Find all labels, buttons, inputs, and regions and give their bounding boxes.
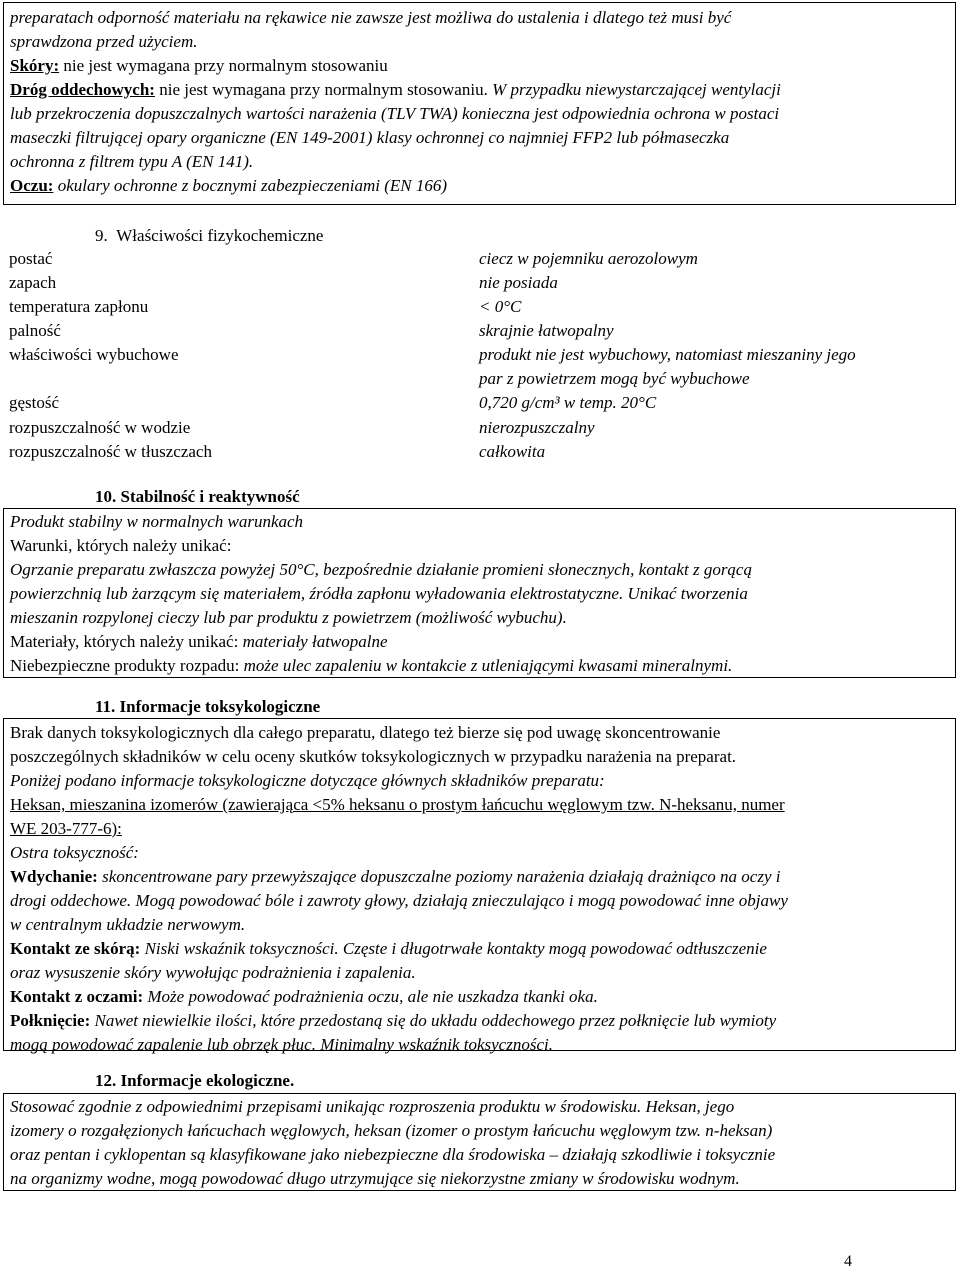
property-value: 0,720 g/cm³ w temp. 20°C [479, 393, 657, 412]
section10-heading: 10. Stabilność i reaktywność [95, 487, 300, 506]
property-value: produkt nie jest wybuchowy, natomiast mieszaniny jego [479, 345, 856, 364]
conditions-text: mieszanin rozpylonej cieczy lub par produktu z powietrzem (możliwość wybuchu). [10, 608, 567, 627]
respiratory-text: nie jest wymagana przy normalnym stosowaniu. [154, 80, 488, 99]
decomposition-label: Niebezpieczne produkty rozpadu: [10, 656, 240, 675]
property-label: rozpuszczalność w tłuszczach [9, 442, 212, 461]
property-label: zapach [9, 273, 57, 292]
skin-text: nie jest wymagana przy normalnym stosowaniu [59, 56, 388, 75]
component-line: Heksan, mieszanina izomerów (zawierająca <5% heksanu o prostym łańcuchu węglowym tzw. N-heksanu, numer [10, 795, 785, 814]
section10-box [3, 508, 956, 678]
materials-label: Materiały, których należy unikać: [10, 632, 239, 651]
toxicology-intro-line: Brak danych toksykologicznych dla całego preparatu, dlatego też bierze się pod uwagę skoncentrowanie [10, 723, 721, 742]
property-label: gęstość [9, 393, 60, 412]
page-number: 4 [844, 1253, 852, 1270]
ecology-line: Stosować zgodnie z odpowiednimi przepisami unikając rozproszenia produktu w środowisku. Heksan, jego [10, 1097, 735, 1116]
swallowing-label: Połknięcie: [10, 1011, 91, 1030]
ecology-line: oraz pentan i cyklopentan są klasyfikowane jako niebezpieczne dla środowiska – działają szkodliwie i toksycznie [10, 1145, 776, 1164]
toxicology-intro-line: poszczególnych składników w celu oceny skutków toksykologicznych w przypadku narażenia na preparat. [10, 747, 737, 766]
conditions-label: Warunki, których należy unikać: [10, 536, 232, 555]
property-value: skrajnie łatwopalny [479, 321, 614, 340]
property-label: postać [9, 249, 53, 268]
section9-heading [95, 224, 323, 248]
property-value: par z powietrzem mogą być wybuchowe [479, 369, 750, 388]
skin-contact-text: oraz wysuszenie skóry wywołując podrażnienia i zapalenia. [10, 963, 416, 982]
property-label: palność [9, 321, 61, 340]
decomposition-value: może ulec zapaleniu w kontakcie z utleniającymi kwasami mineralnymi. [239, 656, 733, 675]
property-label: właściwości wybuchowe [9, 345, 179, 364]
swallowing-text: mogą powodować zapalenie lub obrzęk płuc. Minimalny wskaźnik toksyczności. [10, 1035, 553, 1054]
ecology-line: na organizmy wodne, mogą powodować długo utrzymujące się niekorzystne zmiany w środowisku wodnym. [10, 1169, 740, 1188]
respiratory-text-line: maseczki filtrującej opary organiczne (EN 149-2001) klasy ochronnej co najmniej FFP2 lub półmaseczka [10, 128, 730, 147]
property-label: temperatura zapłonu [9, 297, 149, 316]
conditions-text: Ogrzanie preparatu zwłaszcza powyżej 50°C, bezpośrednie działanie promieni słonecznych, kontakt z gorącą [10, 560, 752, 579]
section11-box [3, 718, 956, 1054]
respiratory-text-italic: W przypadku niewystarczającej wentylacji [487, 80, 781, 99]
respiratory-text-line: lub przekroczenia dopuszczalnych wartości narażenia (TLV TWA) konieczna jest odpowiednia ochrona w postaci [10, 104, 780, 123]
ecology-line: izomery o rozgałęzionych łańcuchach węglowych, heksan (izomer o prostym łańcuchu węglowym tzw. n-heksan) [10, 1121, 773, 1140]
respiratory-text-line: ochronna z filtrem typu A (EN 141). [10, 152, 254, 171]
inhalation-label: Wdychanie: [10, 867, 98, 886]
conditions-text: powierzchnią lub żarzącym się materiałem, źródła zapłonu wyładowania elektrostatyczne. Unikać tworzenia [10, 584, 748, 603]
eye-contact-label: Kontakt z oczami: [10, 987, 144, 1006]
section8-text-line: sprawdzona przed użyciem. [10, 32, 198, 51]
component-line: WE 203-777-6): [10, 819, 122, 838]
eyes-label: Oczu: [10, 176, 54, 195]
skin-contact-text: Niski wskaźnik toksyczności. Częste i długotrwałe kontakty mogą powodować odtłuszczenie [140, 939, 767, 958]
property-value: ciecz w pojemniku aerozolowym [479, 249, 698, 268]
inhalation-text: drogi oddechowe. Mogą powodować bóle i zawroty głowy, działają znieczulająco i mogą powodować inne objawy [10, 891, 788, 910]
swallowing-text: Nawet niewielkie ilości, które przedostaną się do układu oddechowego przez połknięcie lub wymioty [90, 1011, 777, 1030]
skin-label: Skóry: [10, 56, 60, 75]
acute-toxicity-label: Ostra toksyczność: [10, 843, 139, 862]
section12-heading: 12. Informacje ekologiczne. [95, 1071, 295, 1090]
toxicology-intro-line: Poniżej podano informacje toksykologiczne dotyczące głównych składników preparatu: [10, 771, 605, 790]
stability-line: Produkt stabilny w normalnych warunkach [10, 512, 304, 531]
respiratory-label: Dróg oddechowych: [10, 80, 155, 99]
inhalation-text: w centralnym układzie nerwowym. [10, 915, 246, 934]
eyes-text: okulary ochronne z bocznymi zabezpieczeniami (EN 166) [53, 176, 448, 195]
section9-number: 9. [95, 226, 108, 245]
skin-contact-label: Kontakt ze skórą: [10, 939, 141, 958]
property-value: całkowita [479, 442, 546, 461]
property-value: < 0°C [479, 297, 522, 316]
property-value: nierozpuszczalny [479, 418, 595, 437]
materials-value: materiały łatwopalne [238, 632, 388, 651]
section8-text-line: preparatach odporność materiału na rękawice nie zawsze jest możliwa do ustalenia i dlatego też musi być [10, 8, 732, 27]
section9-title: Właściwości fizykochemiczne [116, 226, 324, 245]
section11-heading: 11. Informacje toksykologiczne [95, 697, 321, 716]
section8-box [3, 2, 956, 205]
property-label: rozpuszczalność w wodzie [9, 418, 191, 437]
inhalation-text: skoncentrowane pary przewyższające dopuszczalne poziomy narażenia działają drażniąco na oczy i [97, 867, 781, 886]
section12-box [3, 1093, 956, 1191]
property-value: nie posiada [479, 273, 558, 292]
eye-contact-text: Może powodować podrażnienia oczu, ale nie uszkadza tkanki oka. [143, 987, 598, 1006]
